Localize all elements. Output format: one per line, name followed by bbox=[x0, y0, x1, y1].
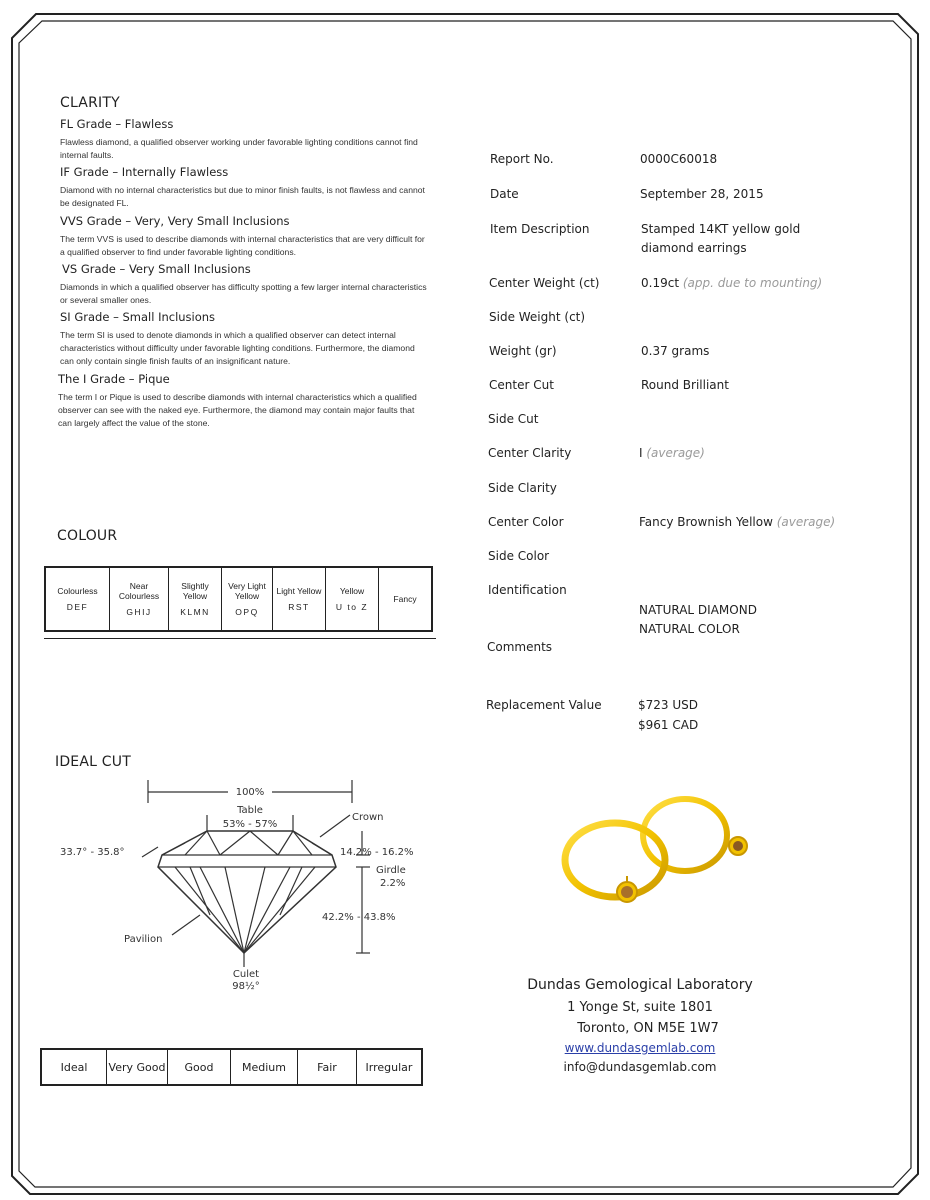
cut-grade-table bbox=[40, 1048, 423, 1086]
report-no-value: 0000C60018 bbox=[640, 152, 718, 166]
colour-cell bbox=[45, 567, 110, 631]
colour-cell bbox=[110, 567, 169, 631]
report-no-label: Report No. bbox=[490, 152, 554, 166]
lab-name: Dundas Gemological Laboratory bbox=[527, 977, 753, 993]
center-weight-field bbox=[641, 274, 822, 293]
cut-crown-label: Crown bbox=[352, 812, 384, 823]
grade-if-title: IF Grade – Internally Flawless bbox=[60, 165, 229, 179]
lab-address-2: Toronto, ON M5E 1W7 bbox=[577, 1021, 719, 1036]
grade-if-desc: Diamond with no internal characteristics but due to minor finish faults, is not flawless and cannot be designated FL. bbox=[60, 185, 425, 208]
cut-grade-cell: Very Good bbox=[107, 1049, 168, 1085]
colour-letters: KLMN bbox=[180, 607, 210, 617]
colour-cell bbox=[273, 567, 326, 631]
center-clarity-note: (average) bbox=[646, 446, 705, 460]
cut-girdle-label: Girdle bbox=[376, 865, 406, 876]
colour-heading: COLOUR bbox=[57, 528, 118, 544]
cut-grade-scale bbox=[40, 1048, 423, 1086]
colour-name: Light Yellow bbox=[276, 586, 322, 596]
center-clarity-label: Center Clarity bbox=[488, 446, 572, 460]
cut-crown-height: 14.2% - 16.2% bbox=[340, 847, 414, 858]
cut-culet-value: 98½° bbox=[232, 981, 260, 992]
center-color-note: (average) bbox=[776, 515, 836, 529]
colour-letters: RST bbox=[288, 602, 310, 612]
cut-culet-label: Culet bbox=[232, 969, 260, 980]
date-label: Date bbox=[490, 187, 519, 201]
weight-gr-label: Weight (gr) bbox=[489, 344, 557, 358]
center-cut-label: Center Cut bbox=[489, 378, 554, 392]
cut-total-label: 100% bbox=[235, 787, 265, 798]
lab-address-1: 1 Yonge St, suite 1801 bbox=[567, 1000, 713, 1015]
grade-i-desc: The term I or Pique is used to describe diamonds with internal characteristics which a qualified observer can see with the naked eye. Furthermore, the diamond may contain major faults that can largely affect the value of the stone. bbox=[58, 392, 417, 428]
cut-pavilion-depth: 42.2% - 43.8% bbox=[322, 912, 396, 923]
grade-si-desc: The term SI is used to denote diamonds in which a qualified observer can detect internal characteristics without difficulty under favorable lighting conditions. Furthermore, the diamond can only contain single finish faults of an insignificant nature. bbox=[60, 330, 415, 366]
earrings-photo bbox=[545, 790, 765, 920]
side-cut-label: Side Cut bbox=[488, 412, 539, 426]
cut-grade-cell: Irregular bbox=[357, 1049, 423, 1085]
cut-girdle-value: 2.2% bbox=[380, 878, 406, 889]
cut-grade-cell: Medium bbox=[231, 1049, 298, 1085]
colour-scale bbox=[44, 566, 433, 632]
center-color-label: Center Color bbox=[488, 515, 564, 529]
grade-i-title: The I Grade – Pique bbox=[58, 372, 170, 386]
identification-line-1: NATURAL DIAMOND bbox=[639, 603, 757, 617]
identification-label: Identification bbox=[488, 583, 567, 597]
colour-name: Fancy bbox=[393, 594, 417, 604]
cut-table-label: Table bbox=[237, 805, 263, 816]
replacement-usd: $723 USD bbox=[638, 698, 698, 712]
colour-name: Near Colourless bbox=[118, 581, 160, 601]
center-color-value: Fancy Brownish Yellow bbox=[639, 515, 773, 529]
grade-fl-title: FL Grade – Flawless bbox=[60, 117, 174, 131]
cut-pavilion-label: Pavilion bbox=[124, 934, 163, 945]
side-weight-label: Side Weight (ct) bbox=[489, 310, 586, 324]
colour-name: Yellow bbox=[339, 586, 365, 596]
diamond-cut-diagram bbox=[50, 775, 450, 995]
grade-vvs-title: VVS Grade – Very, Very Small Inclusions bbox=[60, 214, 290, 228]
cut-grade-cell: Ideal bbox=[41, 1049, 107, 1085]
clarity-heading: CLARITY bbox=[60, 95, 120, 111]
colour-name: Colourless bbox=[57, 586, 98, 596]
replacement-value-label: Replacement Value bbox=[486, 698, 602, 712]
center-weight-note: (app. due to mounting) bbox=[682, 276, 823, 290]
replacement-cad: $961 CAD bbox=[638, 718, 699, 732]
weight-gr-value: 0.37 grams bbox=[641, 344, 710, 358]
cut-crown-angle: 33.7° - 35.8° bbox=[60, 847, 125, 858]
colour-letters: OPQ bbox=[235, 607, 259, 617]
grade-si-title: SI Grade – Small Inclusions bbox=[60, 310, 216, 324]
colour-name: Slightly Yellow bbox=[181, 581, 209, 601]
cut-grade-cell: Good bbox=[168, 1049, 231, 1085]
cut-table-range: 53% - 57% bbox=[222, 819, 278, 830]
colour-cell bbox=[169, 567, 222, 631]
grade-vs-title: VS Grade – Very Small Inclusions bbox=[62, 262, 251, 276]
colour-letters: GHIJ bbox=[126, 607, 152, 617]
cut-grade-cell: Fair bbox=[298, 1049, 357, 1085]
center-weight-value: 0.19ct bbox=[641, 276, 680, 290]
identification-line-2: NATURAL COLOR bbox=[639, 622, 740, 636]
colour-letters: U to Z bbox=[335, 602, 369, 612]
grade-vs-desc: Diamonds in which a qualified observer has difficulty spotting a few larger internal characteristics or several smaller ones. bbox=[60, 282, 427, 305]
grade-vvs-desc: The term VVS is used to describe diamonds with internal characteristics that are very difficult for a qualified observer to find under favorable lighting conditions. bbox=[60, 234, 425, 257]
side-clarity-label: Side Clarity bbox=[488, 481, 557, 495]
lab-email: info@dundasgemlab.com bbox=[563, 1060, 717, 1074]
item-description-label: Item Description bbox=[490, 222, 590, 236]
colour-letters: DEF bbox=[66, 602, 89, 612]
colour-divider bbox=[44, 638, 436, 639]
center-clarity-value: I bbox=[639, 446, 643, 460]
center-clarity-field bbox=[639, 444, 705, 463]
center-cut-value: Round Brilliant bbox=[641, 378, 729, 392]
lab-website-link[interactable]: www.dundasgemlab.com bbox=[564, 1041, 716, 1055]
side-color-label: Side Color bbox=[488, 549, 550, 563]
center-weight-label: Center Weight (ct) bbox=[489, 276, 600, 290]
colour-cell bbox=[326, 567, 379, 631]
colour-table bbox=[44, 566, 433, 632]
colour-cell bbox=[222, 567, 273, 631]
item-description-value: Stamped 14KT yellow gold diamond earrings bbox=[641, 222, 801, 255]
colour-name: Very Light Yellow bbox=[228, 581, 266, 601]
grade-fl-desc: Flawless diamond, a qualified observer working under favorable lighting conditions cannot find internal faults. bbox=[60, 137, 418, 160]
colour-cell bbox=[379, 567, 433, 631]
date-value: September 28, 2015 bbox=[640, 187, 764, 201]
center-color-field bbox=[639, 513, 835, 532]
comments-label: Comments bbox=[487, 640, 553, 654]
ideal-cut-heading: IDEAL CUT bbox=[55, 754, 131, 770]
